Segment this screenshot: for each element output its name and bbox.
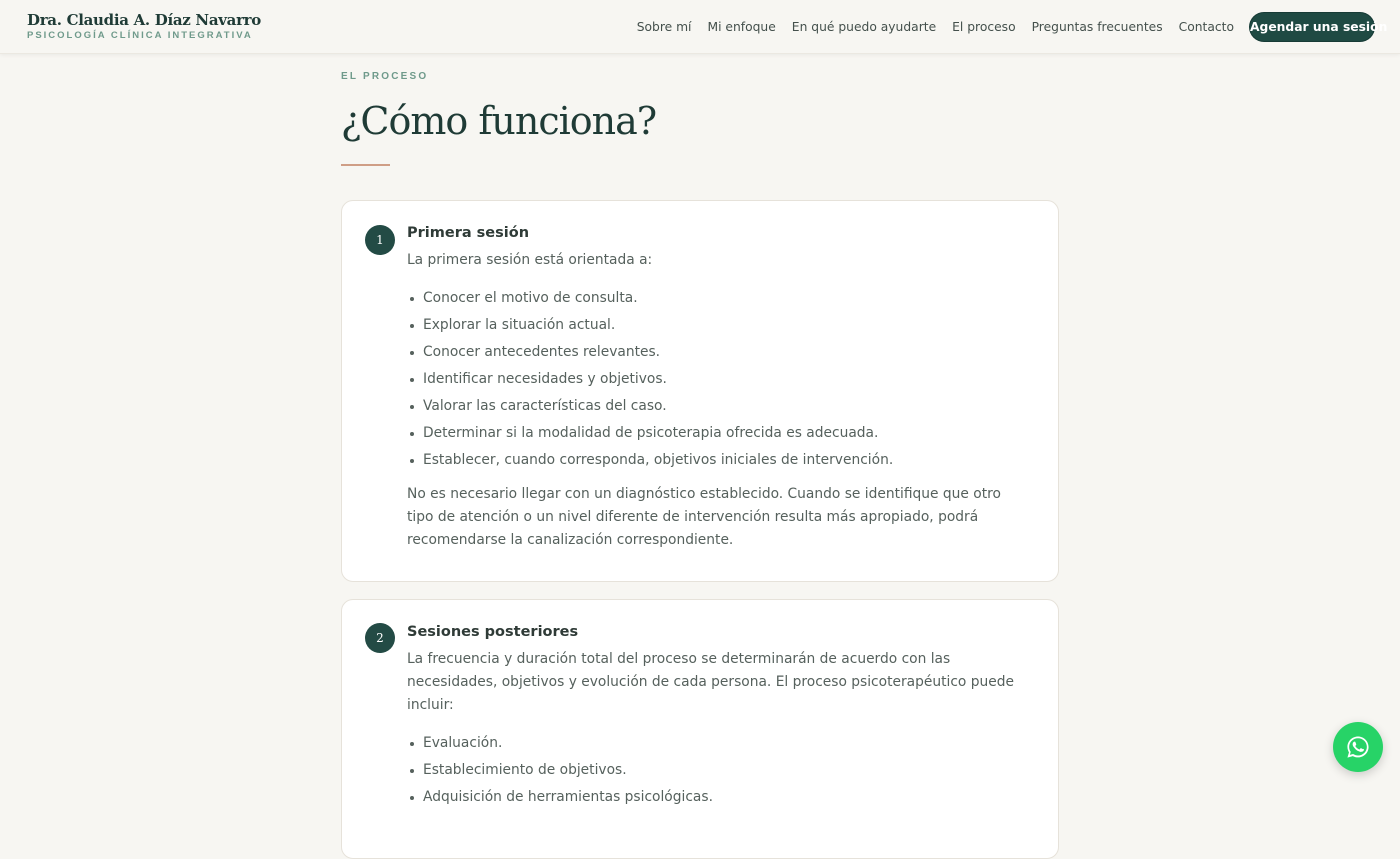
list-item: Adquisición de herramientas psicológicas. bbox=[423, 784, 1017, 811]
step-list bbox=[407, 285, 1017, 474]
list-item: Identificar necesidades y objetivos. bbox=[423, 366, 1017, 393]
list-item: Evaluación. bbox=[423, 730, 1017, 757]
list-item: Conocer antecedentes relevantes. bbox=[423, 339, 1017, 366]
whatsapp-button[interactable] bbox=[1333, 722, 1383, 772]
nav-link-preguntas-frecuentes[interactable]: Preguntas frecuentes bbox=[1031, 20, 1163, 34]
step-number-badge: 2 bbox=[365, 623, 395, 653]
title-divider bbox=[341, 164, 390, 166]
whatsapp-icon bbox=[1345, 734, 1371, 760]
list-item: Conocer el motivo de consulta. bbox=[423, 285, 1017, 312]
nav-link-mi-enfoque[interactable]: Mi enfoque bbox=[707, 20, 776, 34]
book-session-button[interactable]: Agendar una sesión bbox=[1250, 13, 1374, 41]
nav-link-contacto[interactable]: Contacto bbox=[1178, 20, 1234, 34]
list-item: Establecer, cuando corresponda, objetivos iniciales de intervención. bbox=[423, 447, 1017, 474]
list-item: Valorar las características del caso. bbox=[423, 393, 1017, 420]
step-card-body bbox=[407, 621, 1017, 811]
nav-link-sobre-mi[interactable]: Sobre mí bbox=[636, 20, 692, 34]
site-header bbox=[0, 0, 1400, 54]
section-title: ¿Cómo funciona? bbox=[341, 99, 657, 143]
nav-link-en-que-puedo-ayudarte[interactable]: En qué puedo ayudarte bbox=[791, 20, 937, 34]
step-intro: La primera sesión está orientada a: bbox=[407, 252, 653, 268]
brand-tagline: PSICOLOGÍA CLÍNICA INTEGRATIVA bbox=[27, 30, 253, 41]
step-title: Sesiones posteriores bbox=[407, 624, 579, 640]
list-item: Determinar si la modalidad de psicoterapia ofrecida es adecuada. bbox=[423, 420, 1017, 447]
main-nav bbox=[636, 13, 1388, 41]
list-item: Explorar la situación actual. bbox=[423, 312, 1017, 339]
step-note: No es necesario llegar con un diagnóstico establecido. Cuando se identifique que otro tipo de atención o un nivel diferente de intervención resulta más apropiado, podrá recomendarse la canalización correspondiente. bbox=[407, 486, 1001, 548]
step-title: Primera sesión bbox=[407, 225, 530, 241]
brand[interactable] bbox=[27, 11, 261, 42]
section-eyebrow: EL PROCESO bbox=[341, 71, 429, 82]
list-item: Establecimiento de objetivos. bbox=[423, 757, 1017, 784]
step-number-badge: 1 bbox=[365, 225, 395, 255]
nav-link-el-proceso[interactable]: El proceso bbox=[952, 20, 1016, 34]
brand-name[interactable]: Dra. Claudia A. Díaz Navarro bbox=[27, 11, 261, 29]
step-intro: La frecuencia y duración total del proceso se determinarán de acuerdo con las necesidades, objetivos y evolución de cada persona. El proceso psicoterapéutico puede incluir: bbox=[407, 651, 1014, 713]
step-card bbox=[341, 599, 1059, 859]
step-card bbox=[341, 200, 1059, 582]
step-card-body bbox=[407, 222, 1017, 552]
step-list bbox=[407, 730, 1017, 811]
